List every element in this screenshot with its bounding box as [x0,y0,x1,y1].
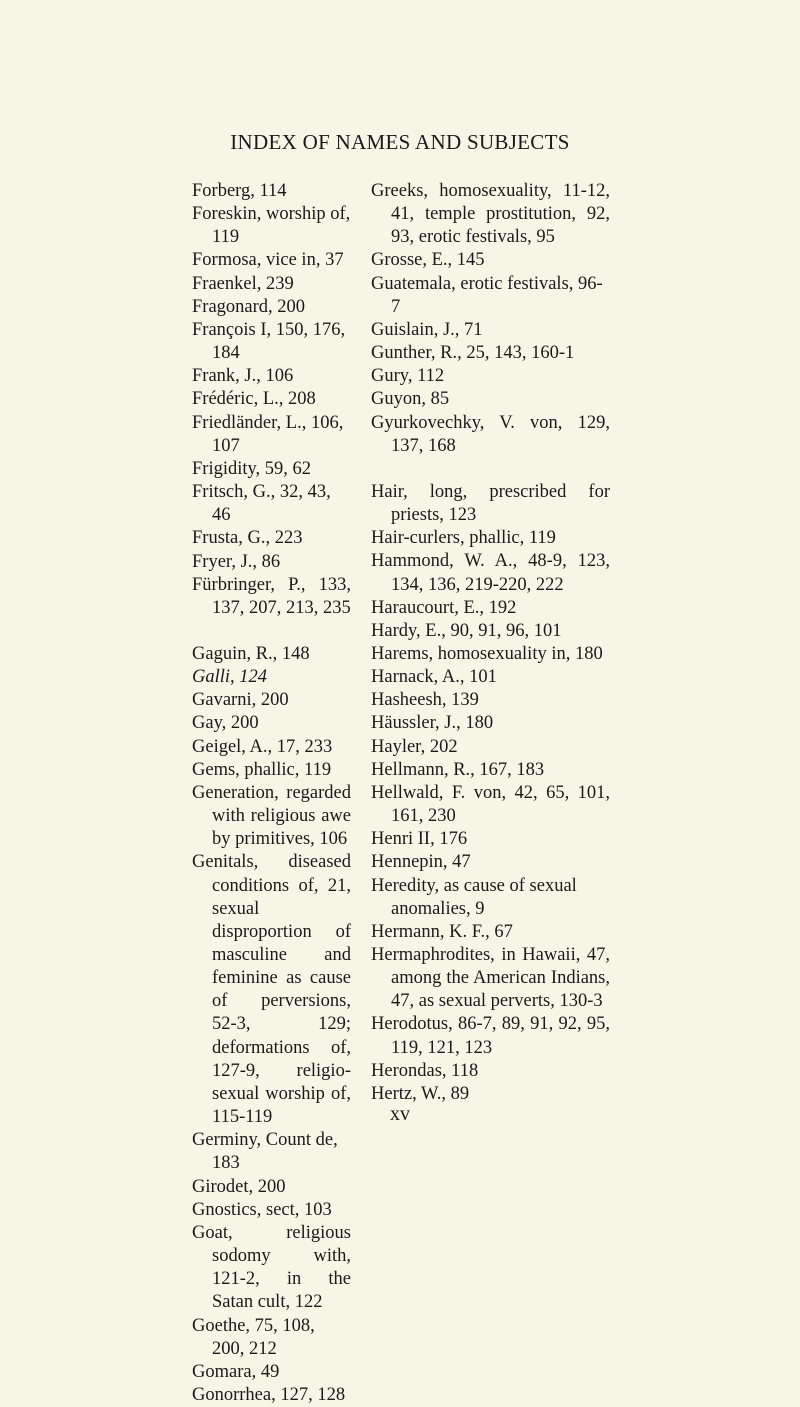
index-entry: Guyon, 85 [371,389,450,410]
index-entry: Fürbringer, P., 133, 137, 207, 213, 235 [192,574,351,618]
index-entry: Harnack, A., 101 [371,667,497,688]
index-entry: Fraenkel, 239 [192,273,294,294]
index-entry: Herodotus, 86-7, 89, 91, 92, 95, 119, 121, 123 [371,1014,610,1058]
index-entry: Frédéric, L., 208 [192,389,316,410]
index-column-right [371,180,610,1106]
index-entry: Galli, 124 [192,667,268,688]
index-entry: Häussler, J., 180 [371,713,494,734]
index-entry: Hermaphrodites, in Hawaii, 47, among the American Indians, 47, as sexual perverts, 130-3 [371,945,610,1012]
index-entry: Haraucourt, E., 192 [371,597,517,618]
index-entry: Guislain, J., 71 [371,319,483,340]
index-entry: Fryer, J., 86 [192,551,281,572]
index-entry: Gury, 112 [371,366,445,387]
index-entry: Friedländer, L., 106, 107 [192,412,344,456]
section-gap [192,620,351,643]
section-gap [371,458,610,481]
index-entry: Hertz, W., 89 [371,1083,470,1104]
index-entry: Fragonard, 200 [192,296,306,317]
index-entry: Hasheesh, 139 [371,690,479,711]
index-column-left [192,180,351,1407]
index-entry: Gonorrhea, 127, 128 [192,1384,346,1405]
page-title: INDEX OF NAMES AND SUBJECTS [230,130,570,154]
index-entry: Gaguin, R., 148 [192,643,310,664]
index-entry: Frigidity, 59, 62 [192,458,312,479]
index-entry: Guatemala, erotic festivals, 96-7 [371,273,603,317]
index-entry: Hermann, K. F., 67 [371,921,513,942]
index-entry: Forberg, 114 [192,181,287,201]
index-entry: Hardy, E., 90, 91, 96, 101 [371,620,562,641]
index-entry: Henri II, 176 [371,829,468,850]
index-entry: Fritsch, G., 32, 43, 46 [192,482,331,526]
index-entry: Geigel, A., 17, 233 [192,736,333,757]
index-entry: François I, 150, 176, 184 [192,319,346,364]
index-entry: Herondas, 118 [371,1060,479,1081]
index-entry: Goat, religious sodomy with, 121-2, in the Satan cult, 122 [192,1222,351,1313]
index-entry: Frank, J., 106 [192,366,294,387]
page-number: xv [390,1103,410,1125]
index-entry: Girodet, 200 [192,1176,286,1197]
index-entry: Hellwald, F. von, 42, 65, 101, 161, 230 [371,782,610,827]
index-entry: Foreskin, worship of, 119 [192,204,351,248]
index-entry: Harems, homosexuality in, 180 [371,643,603,664]
index-entry: Hayler, 202 [371,736,458,757]
index-entry: Gyurkovechky, V. von, 129, 137, 168 [371,412,610,456]
index-entry: Gnostics, sect, 103 [192,1199,332,1220]
index-entry: Hennepin, 47 [371,852,471,873]
index-entry: Genitals, diseased conditions of, 21, sexual disproportion of masculine and feminine as cause of perversions, 52-3, 129; deformations of, 127-9, religio-sexual worship of, 115-119 [192,852,351,1128]
index-entry: Gavarni, 200 [192,690,289,711]
index-entry: Hammond, W. A., 48-9, 123, 134, 136, 219-220, 222 [371,551,610,595]
index-entry: Gay, 200 [192,713,259,734]
index-entry: Formosa, vice in, 37 [192,250,344,271]
index-entry: Frusta, G., 223 [192,528,303,549]
index-entry: Greeks, homosexuality, 11-12, 41, temple prostitution, 92, 93, erotic festivals, 95 [371,181,610,248]
index-entry: Gems, phallic, 119 [192,759,332,780]
index-entry: Hellmann, R., 167, 183 [371,759,545,780]
index-entry: Hair-curlers, phallic, 119 [371,528,556,549]
index-entry: Hair, long, prescribed for priests, 123 [371,481,610,526]
index-entry: Generation, regarded with religious awe by primitives, 106 [192,782,351,850]
index-entry: Heredity, as cause of sexual anomalies, 9 [371,875,577,919]
index-entry: Goethe, 75, 108, 200, 212 [192,1315,315,1359]
index-entry: Gunther, R., 25, 143, 160-1 [371,343,575,364]
index-entry: Germiny, Count de, 183 [192,1130,338,1174]
index-entry: Grosse, E., 145 [371,250,485,271]
index-entry: Gomara, 49 [192,1361,280,1382]
